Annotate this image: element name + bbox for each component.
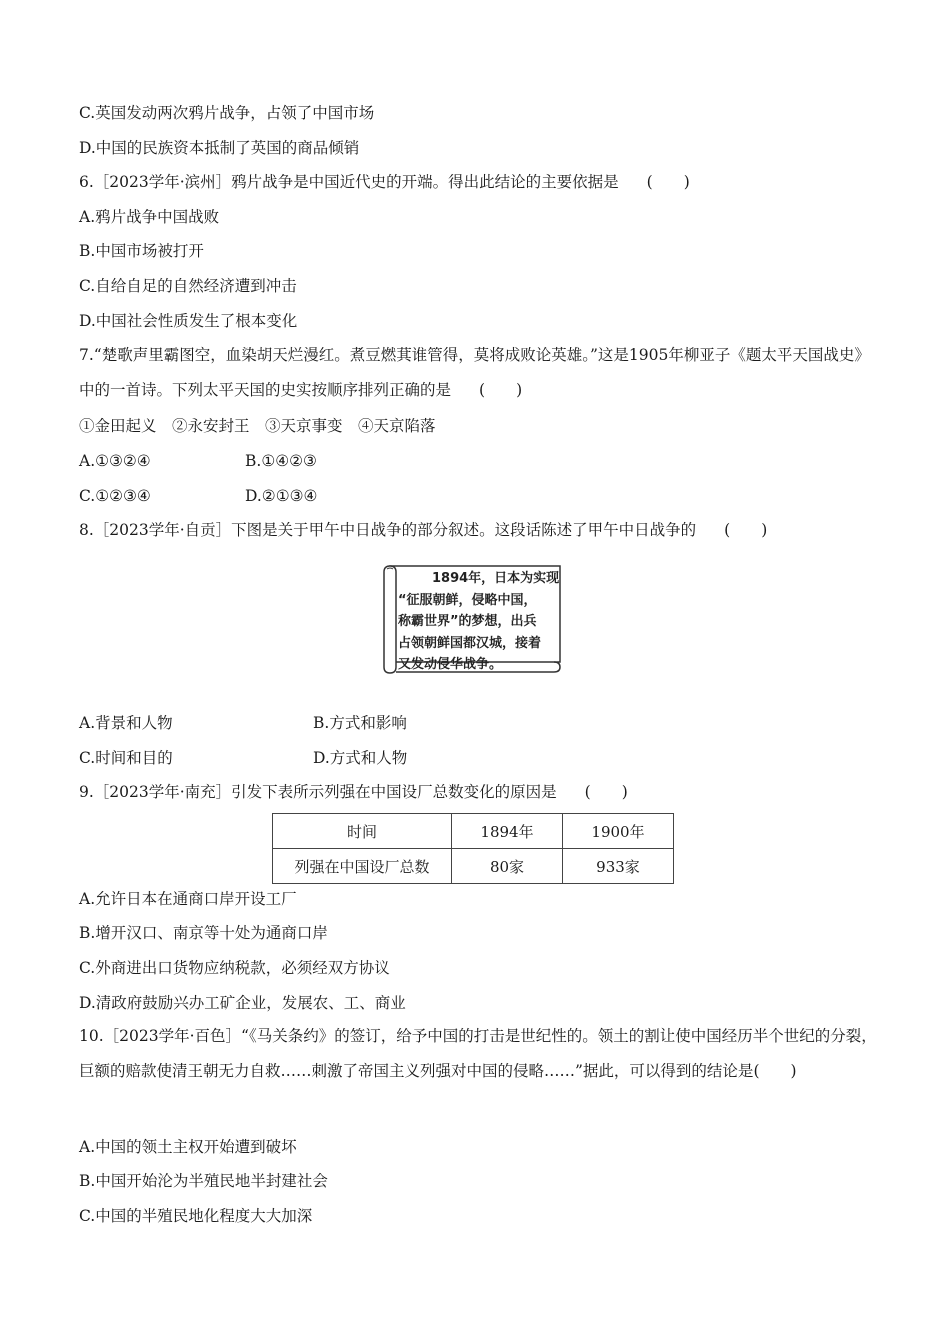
q10-answer-paren: ( ): [753, 1062, 797, 1080]
table-cell: 1894年: [452, 814, 563, 849]
q6-stem: [79, 172, 690, 192]
q9-stem-text: 9.［2023学年·南充］引发下表所示列强在中国设厂总数变化的原因是: [79, 783, 557, 801]
table-cell: 933家: [563, 849, 674, 884]
q5-option-d: D.中国的民族资本抵制了英国的商品倾销: [79, 139, 360, 157]
q7-events: ①金田起义 ②永安封王 ③天京事变 ④天京陷落: [79, 417, 436, 435]
q9-option-c: C.外商进出口货物应纳税款，必须经双方协议: [79, 959, 390, 977]
q6-stem-text: 6.［2023学年·滨州］鸦片战争是中国近代史的开端。得出此结论的主要依据是: [79, 173, 619, 191]
q9-stem: [79, 782, 628, 802]
q7-answer-paren: ( ): [479, 381, 523, 399]
scroll-line: 占领朝鲜国都汉城，接着: [398, 635, 542, 651]
scroll-left-roll: [384, 566, 396, 673]
q10-option-b: B.中国开始沦为半殖民地半封建社会: [79, 1172, 328, 1190]
q7-option-a: A.①③②④: [79, 452, 151, 470]
q6-option-a: A.鸦片战争中国战败: [79, 208, 220, 226]
q7-stem: [79, 338, 879, 408]
scroll-line: 1894年，日本为实现: [432, 571, 560, 586]
q6-option-c: C.自给自足的自然经济遭到冲击: [79, 277, 297, 295]
scroll-line: 称霸世界”的梦想，出兵: [398, 614, 537, 629]
table-cell: 时间: [273, 814, 452, 849]
table-cell: 列强在中国设厂总数: [273, 849, 452, 884]
q7-option-b: B.①④②③: [245, 452, 317, 470]
q7-option-d: D.②①③④: [245, 487, 318, 505]
q7-stem-text: 7.“楚歌声里霸图空，血染胡天烂漫红。煮豆燃萁谁管得，莫将成败论英雄。”这是1905年柳亚子《题太平天国战史》中的一首诗。下列太平天国的史实按顺序排列正确的是: [79, 346, 870, 399]
table-cell: 1900年: [563, 814, 674, 849]
q5-option-c: C.英国发动两次鸦片战争，占领了中国市场: [79, 104, 375, 122]
scroll-text: [398, 568, 562, 676]
q10-option-c: C.中国的半殖民地化程度大大加深: [79, 1207, 313, 1225]
table-header-row: [273, 814, 674, 849]
q10-option-a: A.中国的领土主权开始遭到破坏: [79, 1138, 297, 1156]
table-row: [273, 849, 674, 884]
q10-stem: [79, 1019, 879, 1089]
scroll-line: “征服朝鲜，侵略中国，: [398, 592, 537, 608]
factory-count-table: [272, 813, 674, 884]
q6-option-b: B.中国市场被打开: [79, 242, 204, 260]
q8-option-c: C.时间和目的: [79, 749, 173, 767]
q8-stem: [79, 520, 767, 540]
q6-answer-paren: ( ): [646, 173, 690, 191]
q9-answer-paren: ( ): [584, 783, 628, 801]
scroll-line: 又发动侵华战争。: [398, 657, 503, 672]
q9-option-a: A.允许日本在通商口岸开设工厂: [79, 890, 297, 908]
q8-stem-text: 8.［2023学年·自贡］下图是关于甲午中日战争的部分叙述。这段话陈述了甲午中日战争的: [79, 521, 697, 539]
q10-stem-text: 10.［2023学年·百色］“《马关条约》的签订，给予中国的打击是世纪性的。领土的割让使中国经历半个世纪的分裂，巨额的赔款使清王朝无力自救……刺激了帝国主义列强对中国的侵略……”据此，可以得到的结论是: [79, 1027, 877, 1080]
q7-option-c: C.①②③④: [79, 487, 151, 505]
q8-option-d: D.方式和人物: [313, 749, 408, 767]
q8-answer-paren: ( ): [724, 521, 768, 539]
q6-option-d: D.中国社会性质发生了根本变化: [79, 312, 298, 330]
q9-option-d: D.清政府鼓励兴办工矿企业，发展农、工、商业: [79, 994, 406, 1012]
table-cell: 80家: [452, 849, 563, 884]
q8-option-a: A.背景和人物: [79, 714, 173, 732]
q9-option-b: B.增开汉口、南京等十处为通商口岸: [79, 924, 328, 942]
q8-option-b: B.方式和影响: [313, 714, 407, 732]
